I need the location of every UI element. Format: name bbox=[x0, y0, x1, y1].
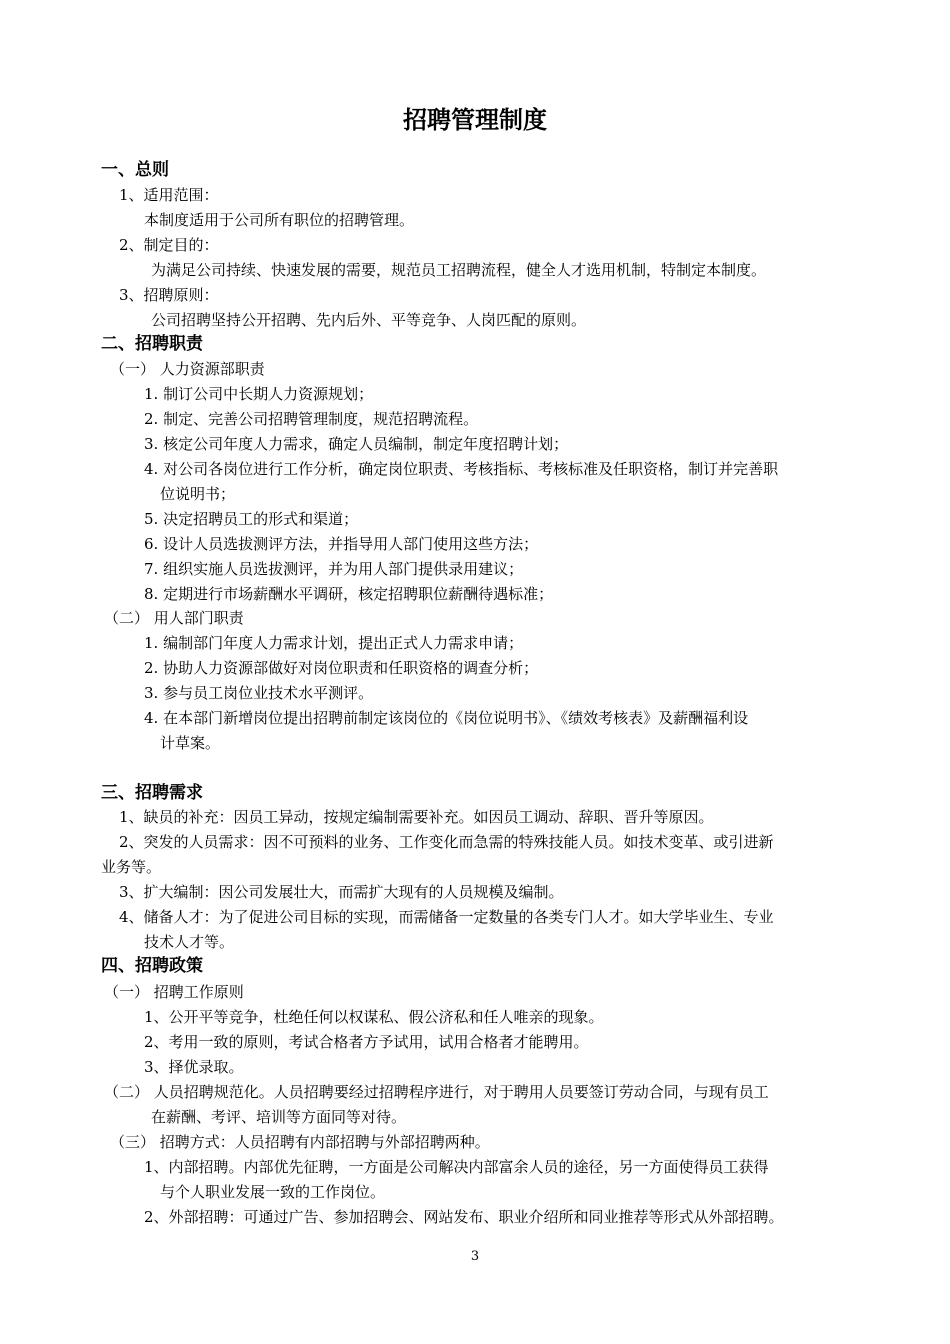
page-number: 3 bbox=[470, 1249, 480, 1264]
list-item: 2. 协助人力资源部做好对岗位职责和任职资格的调查分析； bbox=[144, 659, 539, 677]
item-scope-text: 本制度适用于公司所有职位的招聘管理。 bbox=[144, 211, 415, 229]
item-scope-label: 1、适用范围： bbox=[119, 186, 219, 204]
list-item: 1、内部招聘。内部优先征聘，一方面是公司解决内部富余人员的途径，另一方面使得员工获得 bbox=[144, 1158, 769, 1176]
section-1-heading: 一、总则 bbox=[101, 160, 169, 180]
list-item-continuation: 与个人职业发展一致的工作岗位。 bbox=[160, 1183, 386, 1201]
list-item: 5. 决定招聘员工的形式和渠道； bbox=[144, 510, 359, 528]
subsection-principles: （一） 招聘工作原则 bbox=[104, 983, 244, 1001]
paragraph-line: 3、扩大编制：因公司发展壮大，而需扩大现有的人员规模及编制。 bbox=[119, 883, 564, 901]
paragraph-line: 2、突发的人员需求：因不可预料的业务、工作变化而急需的特殊技能人员。如技术变革、或引进新 bbox=[119, 833, 774, 851]
list-item: 4. 对公司各岗位进行工作分析，确定岗位职责、考核指标、考核标准及任职资格，制订并完善职 bbox=[144, 460, 779, 478]
paragraph-line: 1、缺员的补充：因员工异动，按规定编制需要补充。如因员工调动、辞职、晋升等原因。 bbox=[119, 808, 714, 826]
list-item: 7. 组织实施人员选拔测评，并为用人部门提供录用建议； bbox=[144, 560, 524, 578]
subsection-hr-duties: （一） 人力资源部职责 bbox=[110, 360, 265, 378]
section-3-heading: 三、招聘需求 bbox=[101, 783, 203, 803]
list-item-continuation: 位说明书； bbox=[160, 485, 236, 503]
section-2-heading: 二、招聘职责 bbox=[101, 334, 203, 354]
list-item: 1、公开平等竞争，杜绝任何以权谋私、假公济私和任人唯亲的现象。 bbox=[144, 1008, 604, 1026]
subsection-standardization: （二） 人员招聘规范化。人员招聘要经过招聘程序进行，对于聘用人员要签订劳动合同，与现有员工 bbox=[104, 1083, 769, 1101]
item-purpose-text: 为满足公司持续、快速发展的需要，规范员工招聘流程，健全人才选用机制，特制定本制度。 bbox=[151, 261, 767, 279]
list-item: 1. 制订公司中长期人力资源规划； bbox=[144, 385, 374, 403]
item-principle-text: 公司招聘坚持公开招聘、先内后外、平等竞争、人岗匹配的原则。 bbox=[151, 311, 587, 329]
item-purpose-label: 2、制定目的： bbox=[119, 236, 219, 254]
list-item: 3. 参与员工岗位业技术水平测评。 bbox=[144, 684, 374, 702]
list-item: 2、考用一致的原则，考试合格者方予试用，试用合格者才能聘用。 bbox=[144, 1033, 589, 1051]
list-item: 2. 制定、完善公司招聘管理制度，规范招聘流程。 bbox=[144, 410, 479, 428]
list-item: 1. 编制部门年度人力需求计划，提出正式人力需求申请； bbox=[144, 634, 524, 652]
list-item: 3. 核定公司年度人力需求，确定人员编制，制定年度招聘计划； bbox=[144, 435, 569, 453]
paragraph-line: 业务等。 bbox=[101, 858, 162, 876]
list-item: 2、外部招聘：可通过广告、参加招聘会、网站发布、职业介绍所和同业推荐等形式从外部招聘。 bbox=[144, 1208, 784, 1226]
list-item-continuation: 计草案。 bbox=[160, 734, 221, 752]
section-4-heading: 四、招聘政策 bbox=[101, 956, 203, 976]
list-item: 8. 定期进行市场薪酬水平调研，核定招聘职位薪酬待遇标准； bbox=[144, 585, 554, 603]
paragraph-line: 4、储备人才：为了促进公司目标的实现，而需储备一定数量的各类专门人才。如大学毕业生、专业 bbox=[119, 908, 774, 926]
list-item: 3、择优录取。 bbox=[144, 1058, 244, 1076]
subsection-standardization-continuation: 在薪酬、考评、培训等方面同等对待。 bbox=[151, 1108, 407, 1126]
subsection-dept-duties: （二） 用人部门职责 bbox=[104, 609, 244, 627]
list-item: 6. 设计人员选拔测评方法，并指导用人部门使用这些方法； bbox=[144, 535, 539, 553]
paragraph-line: 技术人才等。 bbox=[144, 933, 235, 951]
document-title: 招聘管理制度 bbox=[403, 106, 547, 134]
list-item: 4. 在本部门新增岗位提出招聘前制定该岗位的《岗位说明书》、《绩效考核表》及薪酬福利设 bbox=[144, 709, 749, 727]
subsection-methods: （三） 招聘方式：人员招聘有内部招聘与外部招聘两种。 bbox=[110, 1133, 490, 1151]
item-principle-label: 3、招聘原则： bbox=[119, 286, 219, 304]
